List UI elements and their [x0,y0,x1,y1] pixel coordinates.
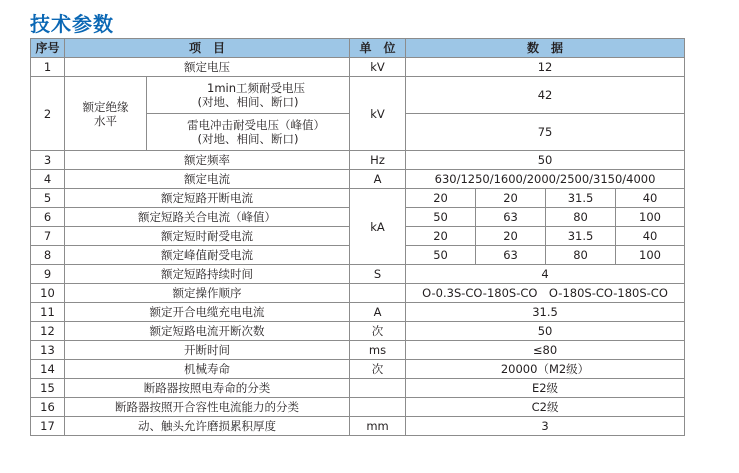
row-unit: S [350,265,406,284]
row-unit [350,284,406,303]
row-value: E2级 [406,379,685,398]
row-number: 17 [31,417,65,436]
row-number: 15 [31,379,65,398]
section-title: 技术参数 [30,12,114,36]
sub-item-label: 1min工频耐受电压 [207,81,306,95]
row-item [65,77,147,151]
row-item: 开断时间 [65,341,350,360]
row-number: 7 [31,227,65,246]
row-value: 75 [406,114,685,151]
row-item: 额定短路关合电流（峰值） [65,208,350,227]
row-value: 50 [406,208,476,227]
row-value: 31.5 [546,189,616,208]
header-seq: 序号 [31,39,65,58]
row-number: 3 [31,151,65,170]
row-number: 10 [31,284,65,303]
row-value: C2级 [406,398,685,417]
row-unit: mm [350,417,406,436]
row-number: 6 [31,208,65,227]
table-row [31,151,685,170]
table-row [31,58,685,77]
row-value: 42 [406,77,685,114]
row-number: 2 [31,77,65,151]
row-value: 630/1250/1600/2000/2500/3150/4000 [406,170,685,189]
row-item: 动、触头允许磨损累积厚度 [65,417,350,436]
row-value: 80 [546,208,616,227]
row-value: 40 [616,189,685,208]
row-item: 额定电压 [65,58,350,77]
row-value: O-0.3S-CO-180S-CO O-180S-CO-180S-CO [406,284,685,303]
row-unit [350,379,406,398]
row-value: 80 [546,246,616,265]
row-number: 4 [31,170,65,189]
row-item: 额定峰值耐受电流 [65,246,350,265]
row-item: 额定短时耐受电流 [65,227,350,246]
row-item: 断路器按照电寿命的分类 [65,379,350,398]
row-number: 12 [31,322,65,341]
row-value: 50 [406,151,685,170]
spec-table [30,38,685,436]
row-value: 31.5 [406,303,685,322]
sub-item-label: 雷电冲击耐受电压（峰值） [187,118,325,132]
table-row [31,170,685,189]
row-value: 20 [476,227,546,246]
row-value: 20000（M2级） [406,360,685,379]
row-unit: A [350,303,406,322]
table-row [31,77,685,114]
table-row [31,303,685,322]
row-value: 4 [406,265,685,284]
table-row [31,189,685,208]
row-number: 13 [31,341,65,360]
table-row [31,379,685,398]
row-item: 额定短路持续时间 [65,265,350,284]
row-value: 40 [616,227,685,246]
row-item: 断路器按照开合容性电流能力的分类 [65,398,350,417]
row-value: 20 [476,189,546,208]
row-unit: ms [350,341,406,360]
row-value: 50 [406,246,476,265]
row-number: 1 [31,58,65,77]
row-unit: Hz [350,151,406,170]
row-value: 100 [616,246,685,265]
table-row [31,284,685,303]
row-number: 16 [31,398,65,417]
row-number: 9 [31,265,65,284]
header-unit: 单 位 [350,39,406,58]
sub-item-note: (对地、相间、断口) [197,132,299,146]
row-number: 8 [31,246,65,265]
table-header-row [31,39,685,58]
table-row [31,398,685,417]
table-row [31,417,685,436]
row-value: 100 [616,208,685,227]
header-data: 数 据 [406,39,685,58]
row-unit: 次 [350,322,406,341]
table-row [31,341,685,360]
row-unit: A [350,170,406,189]
row-item: 额定短路电流开断次数 [65,322,350,341]
row-unit: 次 [350,360,406,379]
row-number: 11 [31,303,65,322]
row-value: 50 [406,322,685,341]
table-row [31,322,685,341]
row-value: ≤80 [406,341,685,360]
sub-item [147,114,350,151]
row-item-text: 额定绝缘水平 [82,99,129,128]
row-value: 63 [476,246,546,265]
row-value: 3 [406,417,685,436]
row-number: 14 [31,360,65,379]
row-item: 额定频率 [65,151,350,170]
row-item: 额定操作顺序 [65,284,350,303]
table-row [31,265,685,284]
row-value: 31.5 [546,227,616,246]
row-item: 额定开合电缆充电电流 [65,303,350,322]
sub-item [147,77,350,114]
row-unit [350,398,406,417]
row-item: 额定短路开断电流 [65,189,350,208]
sub-item-note: (对地、相间、断口) [197,95,299,109]
row-unit: kV [350,58,406,77]
row-value: 20 [406,189,476,208]
table-row [31,360,685,379]
row-number: 5 [31,189,65,208]
row-value: 63 [476,208,546,227]
row-unit: kV [350,77,406,151]
row-item: 机械寿命 [65,360,350,379]
row-value: 20 [406,227,476,246]
row-unit: kA [350,189,406,265]
row-item: 额定电流 [65,170,350,189]
row-value: 12 [406,58,685,77]
header-item: 项 目 [65,39,350,58]
